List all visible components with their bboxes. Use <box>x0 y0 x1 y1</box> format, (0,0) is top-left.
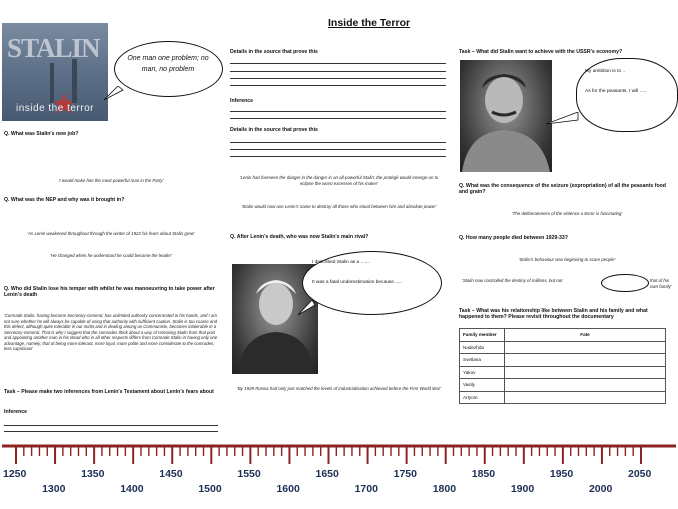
fate-cell[interactable] <box>505 341 666 354</box>
table-row <box>460 379 666 392</box>
table-header-member: Family member <box>460 329 505 342</box>
stalin-photo <box>460 60 552 172</box>
quote-destiny-part2: that of his own family' <box>650 278 672 289</box>
task-family: Task – What was his relationship like between Stalin and his family and what happened to them? Please revisit throughout the documentary <box>459 308 648 321</box>
blot-oval <box>601 274 649 292</box>
stalin-poster <box>2 23 108 121</box>
timeline-year-label: 1850 <box>471 468 496 480</box>
answer-line[interactable] <box>230 156 446 157</box>
quote-deliberateness: 'The deliberateness of the violence a terror is fascinating' <box>511 211 623 216</box>
quote-lenins-name: 'Stalin would now use Lenin's name to destroy all those who stood between him and absolute power' <box>241 204 437 209</box>
task-economy: Task – What did Stalin want to achieve with the USSR's economy? <box>459 49 623 55</box>
quote-destiny-part1: 'Stalin now controlled the destiny of millions, but not <box>462 278 563 283</box>
bubble-economy-line1: My ambition is to .. <box>585 69 625 74</box>
answer-line[interactable] <box>230 111 446 112</box>
answer-line[interactable] <box>230 142 446 143</box>
quote-industrialisation: 'By 1929 Russia had only just matched the levels of industrialisation achieved before the First World War' <box>237 386 441 391</box>
page-title: Inside the Terror <box>328 17 411 29</box>
quote-he-changed: 'He changed when he understood he could become the leader' <box>50 253 172 258</box>
question-new-job: Q. What was Stalin's new job? <box>4 131 79 137</box>
timeline-year-label: 2000 <box>588 483 613 495</box>
inference-label-2: Inference <box>230 98 254 104</box>
timeline-year-label: 1950 <box>549 468 574 480</box>
answer-line[interactable] <box>4 431 218 432</box>
task-inferences: Task – Please make two inferences from Lenin's Testament about Lenin's fears about <box>4 389 214 395</box>
table-row <box>460 341 666 354</box>
family-member-name: Yakov <box>460 366 505 379</box>
question-seizure: Q. What was the consequence of the seizure (expropriation) of all the peasants food and grain? <box>459 183 666 196</box>
timeline-year-label: 1550 <box>237 468 261 480</box>
question-main-rival: Q. After Lenin's death, who was now Stalin's main rival? <box>230 234 369 240</box>
family-table <box>459 328 666 404</box>
quote-powerful-man: 'I would make him the most powerful man in the Party' <box>58 178 164 183</box>
timeline-year-label: 1400 <box>120 483 144 495</box>
table-row <box>460 391 666 404</box>
fate-cell[interactable] <box>505 379 666 392</box>
timeline-year-label: 1700 <box>354 483 378 495</box>
answer-line[interactable] <box>230 149 446 150</box>
question-nep: Q. What was the NEP and why was it brought in? <box>4 197 125 203</box>
quote-scare-people: 'Stalin's behaviour was beginning to scare people' <box>518 257 616 262</box>
bubble-tail <box>546 112 580 126</box>
bubble-text: One man one problem; no man, no problem <box>127 55 209 73</box>
poster-title: STALIN <box>7 33 100 63</box>
bubble-tail <box>104 86 124 102</box>
lenin-testament-quote: 'Comrade Stalin, having become Secretary-General, has unlimited authority concentrated in his hands, and I am not sure whether he will always be capable of using that authority with sufficient caution. Stalin is too coarse and this defect, although quite tolerable in our midst and in dealing among us Communists, becomes intolerable in a Secretary-General. That is why I suggest that the comrades think about a way of removing Stalin from that post and appointing another man in his stead who in all other respects differs from Comrade Stalin in having only one advantage, namely, that of being more tolerant, more loyal, more polite and more considerate to the comrades, less capricious' <box>4 313 218 351</box>
details-label-2: Details in the source that prove this <box>230 127 318 133</box>
answer-line[interactable] <box>4 425 218 426</box>
answer-line[interactable] <box>230 63 446 64</box>
bubble-economy-line2: As for the peasants, I will ..... <box>585 89 647 94</box>
table-row <box>460 354 666 367</box>
timeline-year-label: 1800 <box>432 483 457 495</box>
details-label-1: Details in the source that prove this <box>230 49 318 55</box>
fate-cell[interactable] <box>505 391 666 404</box>
family-member-name: Nadezhda <box>460 341 505 354</box>
timeline-year-label: 1300 <box>42 483 66 495</box>
quote-lenin-weakened: 'As Lenin weakened throughout through the winter of 1922 his fears about Stalin grew' <box>27 231 195 236</box>
bubble-tail <box>298 300 316 316</box>
poster-subtitle: inside the terror <box>16 103 94 114</box>
timeline-year-label: 1500 <box>198 483 222 495</box>
family-member-name: Vasily <box>460 379 505 392</box>
fate-cell[interactable] <box>505 354 666 367</box>
timeline-year-label: 1900 <box>510 483 535 495</box>
answer-line[interactable] <box>230 71 446 72</box>
bubble-rival-line2: It was a fatal underestimation because ..... <box>312 280 402 285</box>
answer-line[interactable] <box>230 78 446 79</box>
quote-lenin-foreseen: 'Lenin had foreseen the danger in the danger in an all-powerful Stalin; the protégé would emerge on to eclipse the worst excesses of his maker' <box>239 175 439 186</box>
answer-line[interactable] <box>230 85 446 86</box>
timeline <box>0 441 678 471</box>
table-header-fate: Fate <box>505 329 666 342</box>
inference-label: Inference <box>4 409 28 415</box>
fate-cell[interactable] <box>505 366 666 379</box>
table-row <box>460 366 666 379</box>
family-member-name: Artyom <box>460 391 505 404</box>
timeline-year-label: 1650 <box>315 468 339 480</box>
timeline-year-label: 1600 <box>276 483 300 495</box>
timeline-year-label: 1250 <box>3 468 27 480</box>
timeline-year-label: 1450 <box>159 468 183 480</box>
answer-line[interactable] <box>230 118 446 119</box>
timeline-year-label: 1750 <box>393 468 417 480</box>
timeline-year-label: 1350 <box>81 468 105 480</box>
question-deaths: Q. How many people died between 1929-33? <box>459 235 568 241</box>
question-lost-temper: Q. Who did Stalin lose his temper with whilst he was manoeuvring to take power after Lenin's death <box>4 286 215 299</box>
bubble-rival-line1: I described Stalin as a ....... <box>312 260 370 265</box>
timeline-bar <box>2 445 676 448</box>
timeline-year-label: 2050 <box>628 468 652 480</box>
family-member-name: Svetlana <box>460 354 505 367</box>
